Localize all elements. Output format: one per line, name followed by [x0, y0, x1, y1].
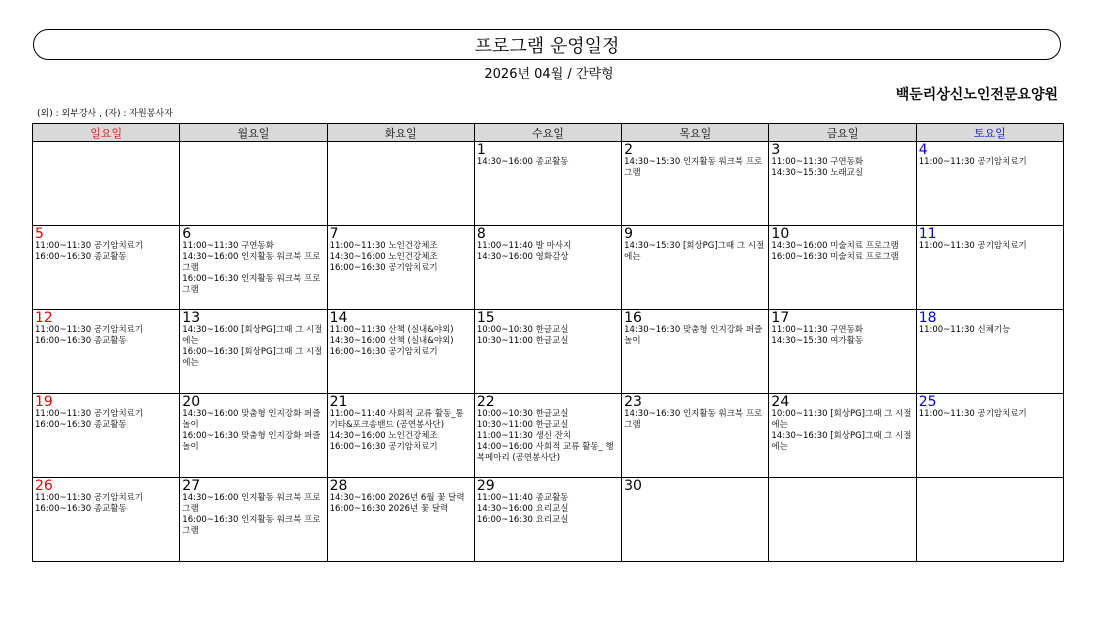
day-cell — [327, 394, 474, 478]
calendar-week-row — [33, 478, 1064, 562]
schedule-event: 14:30~16:00 종교활동 — [476, 157, 569, 167]
day-cell — [180, 394, 327, 478]
day-number: 19 — [35, 394, 53, 410]
schedule-event: 11:00~11:30 노인건강체조 — [329, 241, 438, 251]
weekday-header: 토요일 — [916, 124, 1063, 142]
day-cell — [474, 226, 621, 310]
schedule-event: 14:30~16:30 인지활동 워크북 프로그램 — [624, 409, 763, 430]
schedule-event: 11:00~11:30 구연동화 — [182, 241, 274, 251]
schedule-event: 10:00~11:30 [회상PG]그때 그 시절에는 — [771, 409, 912, 430]
schedule-event: 16:00~16:30 종교활동 — [35, 504, 127, 514]
schedule-event: 16:00~16:30 맞춤형 인지강화 퍼즐놀이 — [182, 431, 321, 452]
day-number: 23 — [624, 394, 642, 410]
schedule-event: 14:30~16:00 2026년 6월 꽃 달력 — [329, 493, 465, 503]
schedule-event: 11:00~11:40 발 마사지 — [476, 241, 572, 251]
day-cell — [33, 142, 180, 226]
day-cell — [769, 142, 916, 226]
schedule-event: 14:00~16:00 사회적 교류 활동_ 행복메아리 (공연봉사단) — [476, 442, 614, 463]
day-number: 20 — [182, 394, 201, 410]
schedule-event: 10:30~11:00 한글교실 — [476, 336, 569, 346]
day-number: 24 — [771, 394, 790, 410]
day-number: 21 — [329, 394, 348, 410]
day-number: 8 — [476, 226, 486, 242]
schedule-event: 14:30~16:00 요리교실 — [476, 504, 569, 514]
day-number: 29 — [476, 478, 495, 494]
day-cell — [622, 142, 769, 226]
day-number: 13 — [182, 310, 201, 326]
day-cell — [916, 394, 1063, 478]
schedule-event: 16:00~16:30 공기암치료기 — [329, 347, 438, 357]
schedule-event: 14:30~15:30 노래교실 — [771, 168, 864, 178]
schedule-event: 10:00~10:30 한글교실 — [476, 409, 569, 419]
schedule-event: 14:30~16:00 인지활동 워크북 프로그램 — [182, 493, 321, 514]
day-cell — [33, 394, 180, 478]
day-number: 28 — [329, 478, 348, 494]
day-cell — [622, 226, 769, 310]
day-cell — [916, 226, 1063, 310]
schedule-event: 14:30~16:30 맞춤형 인지강화 퍼즐놀이 — [624, 325, 763, 346]
day-cell — [769, 394, 916, 478]
schedule-event: 11:00~11:30 구연동화 — [771, 325, 864, 335]
calendar-week-row — [33, 142, 1064, 226]
schedule-event: 11:00~11:30 공기암치료기 — [35, 325, 144, 335]
schedule-event: 11:00~11:30 공기암치료기 — [35, 241, 144, 251]
day-cell — [769, 226, 916, 310]
organization-name: 백둔리상신노인전문요양원 — [895, 87, 1058, 103]
day-cell — [916, 142, 1063, 226]
schedule-event: 14:30~16:00 영화감상 — [476, 252, 569, 262]
schedule-event: 16:00~16:30 인지활동 워크북 프로그램 — [182, 274, 321, 295]
legend-note: (외) : 외부강사 , (자) : 자원봉사자 — [37, 109, 173, 119]
schedule-event: 10:00~10:30 한글교실 — [476, 325, 569, 335]
calendar-table — [32, 123, 1064, 562]
schedule-event: 11:00~11:30 공기암치료기 — [35, 409, 144, 419]
calendar-week-row — [33, 394, 1064, 478]
schedule-event: 14:30~15:30 인지활동 워크북 프로그램 — [624, 157, 763, 178]
day-cell — [474, 394, 621, 478]
day-cell — [327, 142, 474, 226]
schedule-event: 11:00~11:30 공기암치료기 — [918, 157, 1027, 167]
schedule-event: 16:00~16:30 종교활동 — [35, 420, 127, 430]
day-number: 15 — [476, 310, 495, 326]
schedule-event: 14:30~16:00 인지활동 워크북 프로그램 — [182, 252, 321, 273]
schedule-event: 16:00~16:30 종교활동 — [35, 336, 127, 346]
day-number: 2 — [624, 142, 634, 158]
day-cell — [769, 310, 916, 394]
day-cell — [180, 478, 327, 562]
day-number: 26 — [35, 478, 53, 494]
schedule-event: 14:30~16:00 산책 (실내&야외) — [329, 336, 454, 346]
day-cell — [474, 142, 621, 226]
weekday-header: 금요일 — [769, 124, 916, 142]
day-number: 3 — [771, 142, 781, 158]
day-cell — [327, 478, 474, 562]
day-number: 30 — [624, 478, 642, 494]
day-cell — [327, 226, 474, 310]
day-number: 6 — [182, 226, 192, 242]
schedule-event: 16:00~16:30 공기암치료기 — [329, 263, 438, 273]
day-number: 10 — [771, 226, 790, 242]
day-number: 14 — [329, 310, 348, 326]
day-cell — [180, 310, 327, 394]
day-cell — [33, 226, 180, 310]
day-number: 16 — [624, 310, 642, 326]
weekday-header: 수요일 — [474, 124, 621, 142]
day-cell — [622, 394, 769, 478]
schedule-event: 11:00~11:30 구연동화 — [771, 157, 864, 167]
page-title — [33, 29, 1061, 60]
schedule-event: 14:30~16:00 미술치료 프로그램 — [771, 241, 899, 251]
weekday-header: 화요일 — [327, 124, 474, 142]
schedule-event: 11:00~11:40 사회적 교류 활동_통기타&포크송밴드 (공연봉사단) — [329, 409, 464, 430]
day-number: 4 — [918, 142, 928, 158]
day-cell — [180, 142, 327, 226]
schedule-event: 11:00~11:40 종교활동 — [476, 493, 569, 503]
weekday-header-row — [33, 124, 1064, 142]
day-number: 22 — [476, 394, 495, 410]
schedule-event: 11:00~11:30 공기암치료기 — [918, 409, 1027, 419]
schedule-event: 11:00~11:30 산책 (실내&야외) — [329, 325, 454, 335]
schedule-event: 11:00~11:30 신체기능 — [918, 325, 1011, 335]
day-number: 18 — [918, 310, 937, 326]
day-cell — [622, 478, 769, 562]
day-cell — [33, 310, 180, 394]
schedule-event: 14:30~16:00 노인건강체조 — [329, 431, 438, 441]
schedule-event: 16:00~16:30 미술치료 프로그램 — [771, 252, 899, 262]
title-text: 프로그램 운영일정 — [474, 35, 620, 57]
schedule-subtitle: 2026년 04월 / 간략형 — [484, 67, 614, 82]
weekday-header: 목요일 — [622, 124, 769, 142]
schedule-event: 11:00~11:30 공기암치료기 — [918, 241, 1027, 251]
schedule-event: 11:00~11:30 공기암치료기 — [35, 493, 144, 503]
day-cell — [622, 310, 769, 394]
weekday-header: 일요일 — [33, 124, 180, 142]
day-cell — [769, 478, 916, 562]
day-number: 9 — [624, 226, 634, 242]
schedule-event: 16:00~16:30 2026년 꽃 달력 — [329, 504, 449, 514]
day-number: 11 — [918, 226, 937, 242]
day-cell — [474, 478, 621, 562]
day-number: 5 — [35, 226, 44, 242]
day-number: 7 — [329, 226, 339, 242]
calendar-body — [33, 142, 1064, 562]
schedule-event: 14:30~15:30 여가활동 — [771, 336, 864, 346]
weekday-header: 월요일 — [180, 124, 327, 142]
calendar-week-row — [33, 310, 1064, 394]
day-cell — [180, 226, 327, 310]
schedule-event: 16:00~16:30 공기암치료기 — [329, 442, 438, 452]
schedule-event: 14:30~16:00 맞춤형 인지강화 퍼즐놀이 — [182, 409, 321, 430]
day-cell — [916, 310, 1063, 394]
schedule-event: 10:30~11:00 한글교실 — [476, 420, 569, 430]
day-cell — [474, 310, 621, 394]
schedule-event: 14:30~15:30 [회상PG]그때 그 시절에는 — [624, 241, 765, 262]
schedule-event: 16:00~16:30 인지활동 워크북 프로그램 — [182, 515, 321, 536]
schedule-event: 14:30~16:00 [회상PG]그때 그 시절에는 — [182, 325, 323, 346]
schedule-event: 16:00~16:30 종교활동 — [35, 252, 127, 262]
day-number: 1 — [476, 142, 486, 158]
schedule-event: 14:30~16:00 노인건강체조 — [329, 252, 438, 262]
schedule-event: 14:30~16:30 [회상PG]그때 그 시절에는 — [771, 431, 912, 452]
day-number: 27 — [182, 478, 201, 494]
day-cell — [33, 478, 180, 562]
day-cell — [327, 310, 474, 394]
schedule-event: 11:00~11:30 생신 잔치 — [476, 431, 572, 441]
calendar-week-row — [33, 226, 1064, 310]
day-cell — [916, 478, 1063, 562]
schedule-event: 16:00~16:30 [회상PG]그때 그 시절에는 — [182, 347, 323, 368]
day-number: 12 — [35, 310, 53, 326]
schedule-event: 16:00~16:30 요리교실 — [476, 515, 569, 525]
day-number: 25 — [918, 394, 937, 410]
day-number: 17 — [771, 310, 790, 326]
